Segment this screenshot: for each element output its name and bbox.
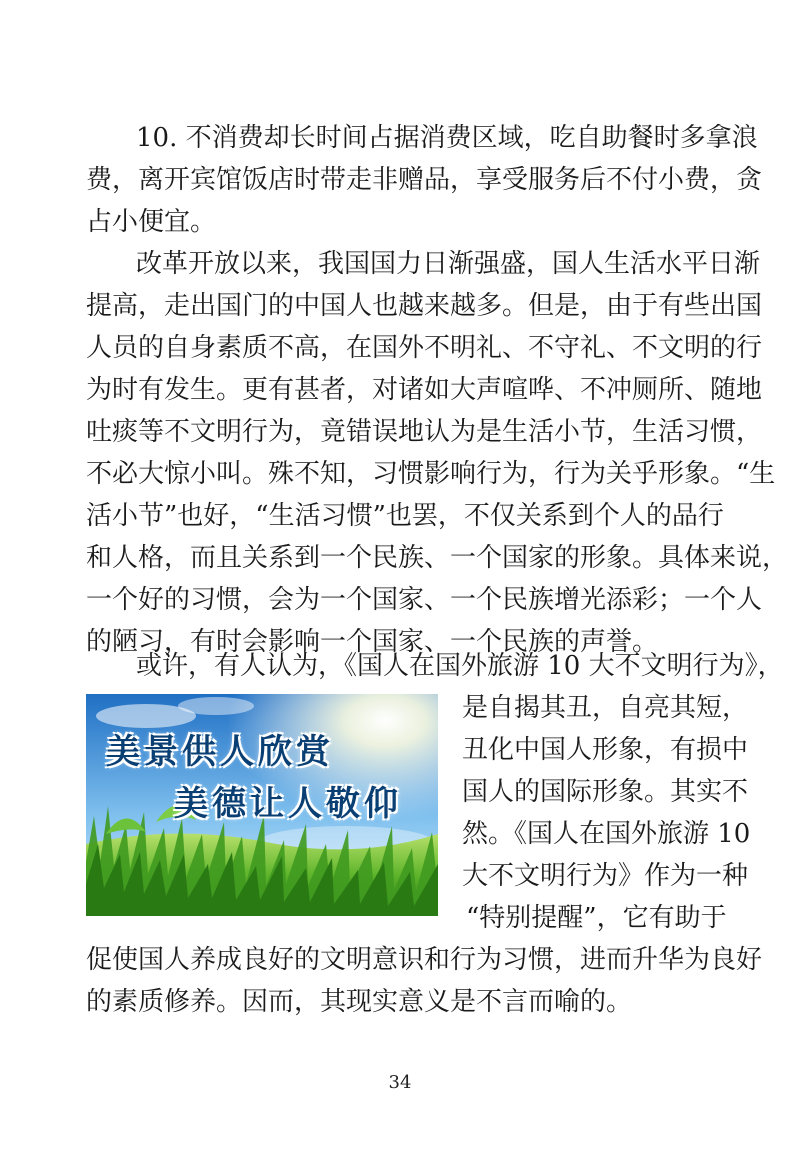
paragraph-2-line-5: 吐痰等不文明行为，竟错误地认为是生活小节，生活习惯， [86,417,763,447]
paragraph-2-line-8: 和人格，而且关系到一个民族、一个国家的形象。具体来说， [86,543,789,573]
illustration-caption-line-2: 美德让人敬仰 [174,784,402,824]
paragraph-3-wrap-line-2: 丑化中国人形象，有损中 [462,735,749,765]
paragraph-2-line-3: 人员的自身素质不高，在国外不明礼、不守礼、不文明的行 [86,333,763,363]
paragraph-3-wrap-line-5: 大不文明行为》作为一种 [462,861,749,891]
paragraph-2-line-7: 活小节”也好，“生活习惯”也罢，不仅关系到个人的品行 [86,501,724,531]
paragraph-1-line-1: 10. 不消费却长时间占据消费区域，吃自助餐时多拿浪 [136,123,758,153]
paragraph-3-line-full-1: 促使国人养成良好的文明意识和行为习惯，进而升华为良好 [86,945,763,975]
paragraph-3-wrap-line-3: 国人的国际形象。其实不 [462,777,749,807]
paragraph-3-line-1: 或许，有人认为，《国人在国外旅游 10 大不文明行为》， [136,651,784,681]
page-number: 34 [388,1072,412,1093]
paragraph-2-line-1: 改革开放以来，我国国力日渐强盛，国人生活水平日渐 [136,249,761,279]
illustration-caption-line-1: 美景供人欣赏 [106,732,334,772]
paragraph-3-wrap-line-4: 然。《国人在国外旅游 10 [462,819,751,849]
paragraph-2-line-4: 为时有发生。更有甚者，对诸如大声喧哗、不冲厕所、随地 [86,375,763,405]
illustration-image [86,694,438,916]
paragraph-2-line-10: 的陋习，有时会影响一个国家、一个民族的声誉。 [86,627,659,657]
paragraph-2-line-2: 提高，走出国门的中国人也越来越多。但是，由于有些出国 [86,291,763,321]
paragraph-2-line-9: 一个好的习惯，会为一个国家、一个民族增光添彩；一个人 [86,585,763,615]
paragraph-3-wrap-line-6: “特别提醒”，它有助于 [466,903,727,933]
paragraph-2-line-6: 不必大惊小叫。殊不知，习惯影响行为，行为关乎形象。“生 [86,459,776,489]
paragraph-1-line-2: 费，离开宾馆饭店时带走非赠品，享受服务后不付小费，贪 [86,165,763,195]
paragraph-1-line-3: 占小便宜。 [86,207,217,237]
paragraph-3-line-full-2: 的素质修养。因而，其现实意义是不言而喻的。 [86,987,633,1017]
paragraph-3-wrap-line-1: 是自揭其丑，自亮其短， [462,693,749,723]
